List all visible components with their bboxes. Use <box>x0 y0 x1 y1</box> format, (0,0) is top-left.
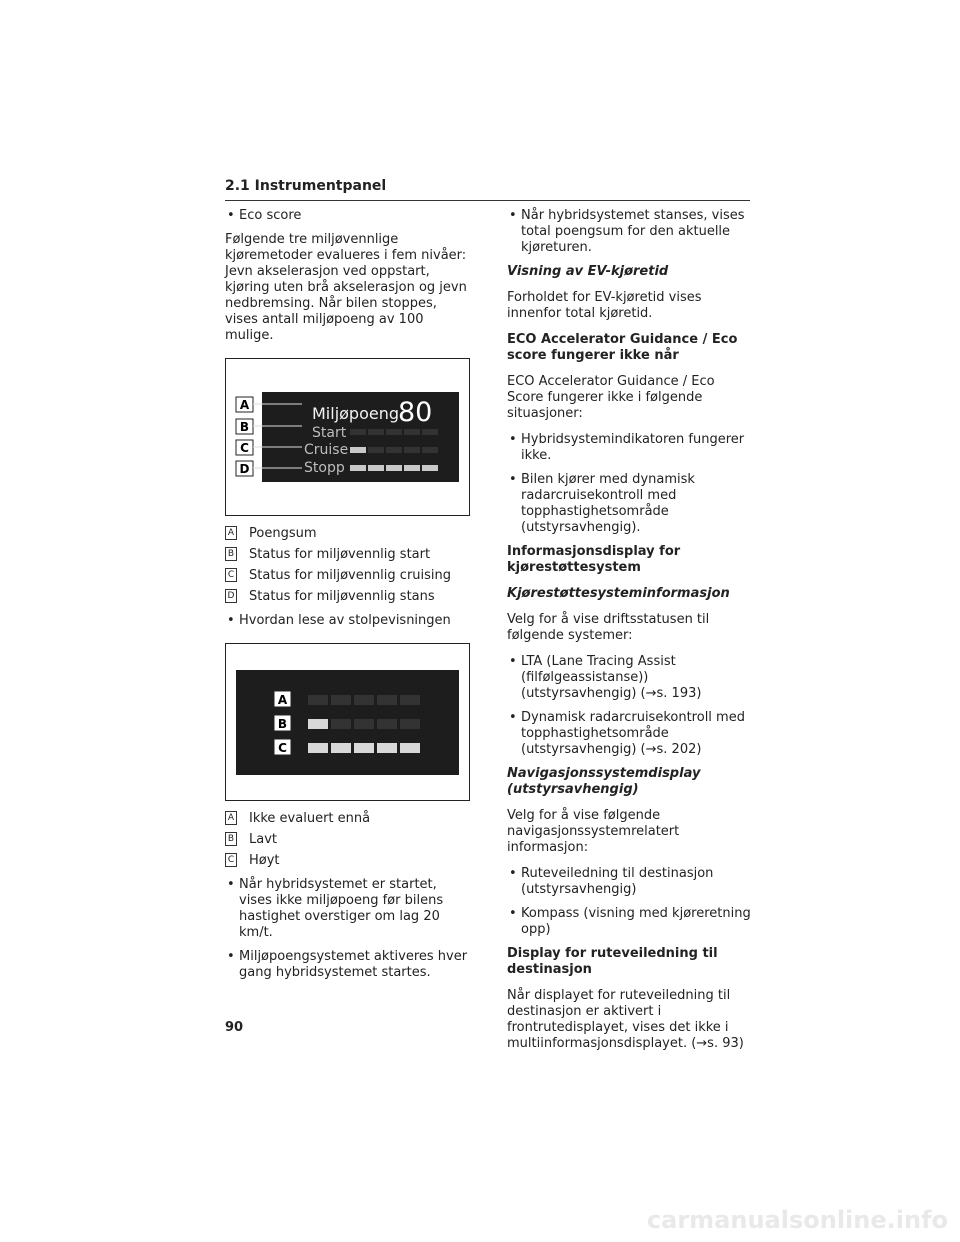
row-a-bars <box>308 695 420 705</box>
fig1-callouts <box>236 397 302 476</box>
fig1-row-start: Start <box>312 425 347 441</box>
eco-situations: ECO Accelerator Guidance / Eco Score fungerer ikke i følgende situasjoner: <box>507 374 715 421</box>
bar-display-diagram <box>226 644 469 800</box>
nav-bullet: • Ruteveiledning til destinasjon (utstyrsavhengig) <box>507 866 752 898</box>
left-column <box>225 208 470 989</box>
eco-score-diagram <box>226 359 469 515</box>
callout-c: C <box>278 741 287 755</box>
info-description: Velg for å vise driftsstatusen til følgende systemer: <box>507 612 710 643</box>
nav-bullet: • Kompass (visning med kjøreretning opp) <box>507 906 752 938</box>
legend-item: A Poengsum <box>225 526 470 542</box>
fig1-row-cruise: Cruise <box>304 442 349 458</box>
legend-2 <box>225 811 470 869</box>
stop-bars <box>350 465 438 471</box>
eco-bullet: • Hybridsystemindikatoren fungerer ikke. <box>507 432 752 464</box>
legend-item: A Ikke evaluert ennå <box>225 811 470 827</box>
legend-1 <box>225 526 470 605</box>
legend-item: B Status for miljøvennlig start <box>225 547 470 563</box>
bullet-total-score: • Når hybridsystemet stanses, vises total poengsum for den aktuelle kjøreturen. <box>507 208 752 256</box>
bullet-bars: • Hvordan lese av stolpevisningen <box>225 613 470 629</box>
fig1-score: 80 <box>398 397 433 428</box>
legend-item: D Status for miljøvennlig stans <box>225 589 470 605</box>
bullet-eco-score: • Eco score <box>225 208 470 224</box>
figure-eco-score <box>225 358 470 516</box>
legend-item: C Status for miljøvennlig cruising <box>225 568 470 584</box>
callout-b: B <box>239 420 250 434</box>
nav-description: Velg for å vise følgende navigasjonssystemrelatert informasjon: <box>507 808 680 855</box>
right-column <box>507 208 752 1062</box>
legend-item: B Lavt <box>225 832 470 848</box>
callout-a: A <box>239 398 250 412</box>
info-bullet: • Dynamisk radarcruisekontroll med topphastighetsområde (utstyrsavhengig) (→s. 202) <box>507 710 752 758</box>
heading-info-sub: Kjørestøttesysteminformasjon <box>507 586 730 601</box>
fig2-callouts <box>274 691 291 755</box>
watermark: carmanualsonline.info <box>646 1206 948 1234</box>
info-bullet: • LTA (Lane Tracing Assist (filfølgeassistanse)) (utstyrsavhengig) (→s. 193) <box>507 654 752 702</box>
row-c-bars <box>308 743 420 753</box>
figure-bar-display <box>225 643 470 801</box>
fig1-row-stopp: Stopp <box>304 460 345 476</box>
heading-info: Informasjonsdisplay for kjørestøttesystem <box>507 544 681 575</box>
callout-a: A <box>277 693 288 707</box>
heading-eco: ECO Accelerator Guidance / Eco score fungerer ikke når <box>507 332 738 363</box>
legend-item: C Høyt <box>225 853 470 869</box>
callout-b: B <box>277 717 288 731</box>
bullet-speed: • Når hybridsystemet er startet, vises ikke miljøpoeng før bilens hastighet overstiger om lag 20 km/t. <box>225 877 470 941</box>
section-title: 2.1 Instrumentpanel <box>225 178 750 201</box>
route-description: Når displayet for ruteveiledning til destinasjon er aktivert i frontrutedisplayet, vises det ikke i multiinformasjonsdisplayet. (→s. 93) <box>507 988 744 1051</box>
callout-c: C <box>240 441 249 455</box>
row-b-bars <box>308 719 420 729</box>
heading-route: Display for ruteveiledning til destinasjon <box>507 946 718 977</box>
fig1-title: Miljøpoeng <box>312 404 400 423</box>
callout-d: D <box>239 462 250 476</box>
page-number: 90 <box>225 1020 244 1035</box>
heading-nav: Navigasjonssystemdisplay (utstyrsavhengig) <box>507 766 701 797</box>
ev-description: Forholdet for EV-kjøretid vises innenfor total kjøretid. <box>507 290 702 321</box>
bullet-activate: • Miljøpoengsystemet aktiveres hver gang hybridsystemet startes. <box>225 949 470 981</box>
heading-ev: Visning av EV-kjøretid <box>507 264 669 279</box>
eco-bullet: • Bilen kjører med dynamisk radarcruisekontroll med topphastighetsområde (utstyrsavhengig). <box>507 472 752 536</box>
start-bars <box>350 429 438 435</box>
eco-description: Følgende tre miljøvennlige kjøremetoder evalueres i fem nivåer: Jevn akselerasjon ved oppstart, kjøring uten brå akselerasjon og jevn nedbremsing. Når bilen stoppes, vises antall miljøpoeng av 100 mulige. <box>225 232 467 343</box>
cruise-bars <box>350 447 438 453</box>
